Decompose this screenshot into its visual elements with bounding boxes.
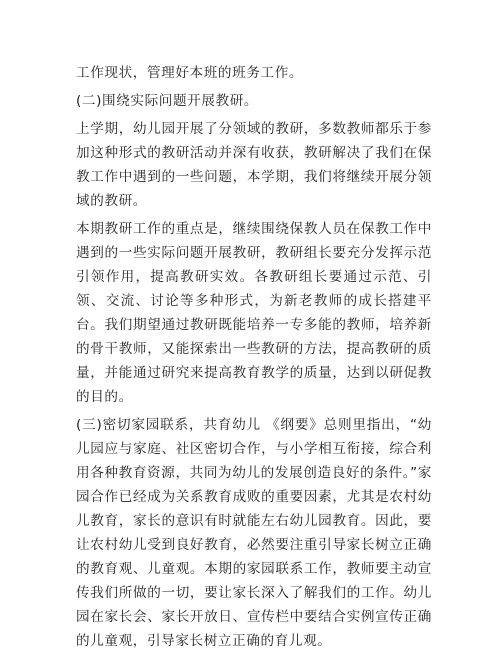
paragraph-research-focus: 本期教研工作的重点是，继续围绕保教人员在保教工作中遇到的一些实际问题开展教研，教研组长要充分发挥示范引领作用，提高教研实效。各教研组长要通过示范、引领、交流、讨论等多种形式，为新老教师的成长搭建平台。我们期望通过教研既能培养一专多能的教师，培养新的骨干教师，又能探索出一些教研的方法，提高教研的质量，并能通过研究来提高教育教学的质量，达到以研促教的目的。 (76, 221, 432, 405)
section-heading-research: (二)围绕实际问题开展教研。 (76, 93, 259, 109)
paragraph-home-school: (三)密切家园联系，共育幼儿 《纲要》总则里指出，“幼儿园应与家庭、社区密切合作，与小学相互衔接，综合利用各种教育资源，共同为幼儿的发展创造良好的条件。”家园合作已经成为关系教育成败的重要因素，尤其是农村幼儿教育，家长的意识有时就能左右幼儿园教育。因此，要让农村幼儿受到良好教育，必然要注重引导家长树立正确的教育观、儿童观。本期的家园联系工作，教师要主动宣传我们所做的一切，要让家长深入了解我们的工作。幼儿园在家长会、家长开放日、宣传栏中要结合实例宣传正确的儿童观，引导家长树立正确的育儿观。 (76, 417, 432, 649)
paragraph-last-semester: 上学期，幼儿园开展了分领域的教研，多数教师都乐于参加这种形式的教研活动并深有收获，教研解决了我们在保教工作中遇到的一些问题，本学期，我们将继续开展分领域的教研。 (76, 121, 432, 209)
paragraph-continuation: 工作现状，管理好本班的班务工作。 (76, 65, 304, 81)
document-page (76, 61, 432, 653)
